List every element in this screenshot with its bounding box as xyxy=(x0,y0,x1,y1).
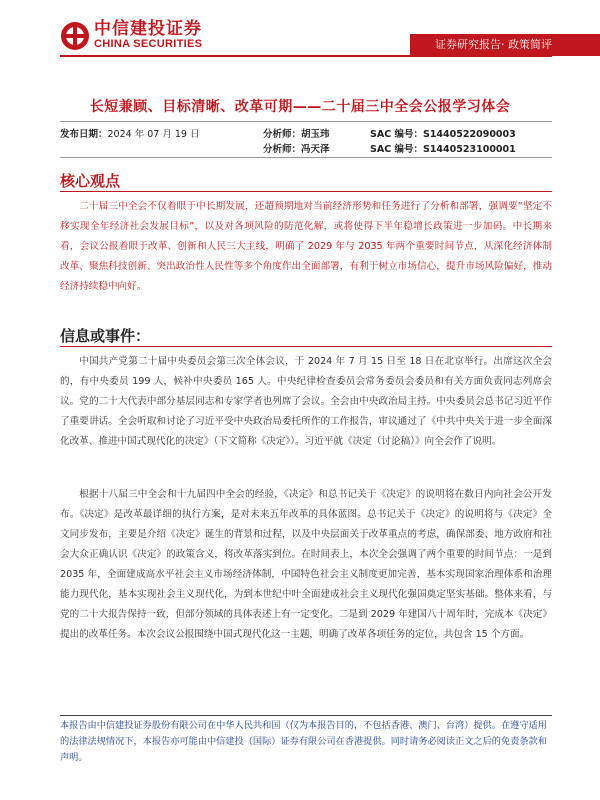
logo-chinese-name: 中信建投证券 xyxy=(94,19,202,39)
meta-divider-top xyxy=(60,121,552,122)
sac-label-1: SAC 编号： xyxy=(370,129,423,140)
page-header xyxy=(0,0,600,66)
events-divider xyxy=(60,346,552,347)
events-paragraph-2: 根据十八届三中全会和十九届四中全会的经验，《决定》和总书记关于《决定》的说明将在数日内向社会公开发布。《决定》是改革最详细的执行方案，是对未来五年改革的具体蓝图。总书记关于《决定》的说明将与《决定》全文同步发布，主要是介绍《决定》诞生的背景和过程，以及中央层面关于改革重点的考虑，确保部委、地方政府和社会大众正确认识《决定》的政策含义，将改革落实到位。在时间表上，本次全会强调了两个重要的时间节点：一是到 2035 年，全面建成高水平社会主义市场经济体制，中国特色社会主义制度更加完善，基本实现国家治理体系和治理能力现代化，基本实现社会主义现代化，为到本世纪中叶全面建成社会主义现代化强国奠定坚实基础。整体来看，与党的二十大报告保持一致，但部分领域的具体表述上有一定变化。二是到 2029 年建国八十周年时，完成本《决定》提出的改革任务。本次会议公报围绕中国式现代化这一主题，明确了改革各项任务的定位，共包含 15 个方面。 xyxy=(60,489,552,640)
events-heading: 信息或事件： xyxy=(60,327,151,345)
sac-label-2: SAC 编号： xyxy=(370,144,423,155)
analyst-label-1: 分析师： xyxy=(263,129,302,140)
logo-english-name: CHINA SECURITIES xyxy=(94,38,203,50)
core-views-paragraph: 二十届三中全会不仅着眼于中长期发展，还超预期地对当前经济形势和任务进行了分析和部署，强调要“坚定不移实现全年经济社会发展目标”，以及对各项风险的防范化解，或将使得下半年稳增长政策进一步加码。中长期来看，会议公报着眼于改革、创新和人民三大主线，明确了 2029 年与 2035 年两个重要时间节点，从深化经济体制改革、聚焦科技创新、突出政治性人民性等多个角度作出全面部署，有利于树立市场信心，提升市场风险偏好，推动经济持续稳中向好。 xyxy=(60,201,552,292)
meta-row-1 xyxy=(60,126,199,140)
sac-value-1: S1440522090003 xyxy=(422,129,516,140)
core-views-divider xyxy=(60,191,552,192)
meta-divider-bottom xyxy=(60,157,552,158)
analyst-name-2: 冯天泽 xyxy=(301,144,330,155)
logo-mark-icon xyxy=(60,21,90,51)
sac-1 xyxy=(370,126,516,140)
analyst-2 xyxy=(263,141,330,155)
header-divider xyxy=(60,55,552,57)
report-title: 长短兼顾、目标清晰、改革可期——二十届三中全会公报学习体会 xyxy=(89,99,511,115)
analyst-label-2: 分析师： xyxy=(263,144,302,155)
sac-value-2: S1440523100001 xyxy=(422,144,516,155)
events-paragraph-1: 中国共产党第二十届中央委员会第三次全体会议，于 2024 年 7 月 15 日至 18 日在北京举行。出席这次全会的，有中央委员 199 人，候补中央委员 165 人。中央纪律检查委员会常务委员会委员和有关方面负责同志列席会议。党的二十大代表中部分基层同志和专家学者也列席了会议。全会由中央政治局主持。中央委员会总书记习近平作了重要讲话。全会听取和讨论了习近平受中央政治局委托所作的工作报告，审议通过了《中共中央关于进一步全面深化改革、推进中国式现代化的决定》（下文简称《决定》）。习近平就《决定（讨论稿）》向全会作了说明。 xyxy=(60,356,552,447)
sac-2 xyxy=(370,141,516,155)
date-label: 发布日期： xyxy=(60,129,108,140)
date-value: 2024 年 07 月 19 日 xyxy=(107,129,200,140)
analyst-name-1: 胡玉玮 xyxy=(301,129,330,140)
report-type-tag: 证券研究报告· 政策简评 xyxy=(410,34,600,56)
analyst-1 xyxy=(263,126,330,140)
footer-disclaimer: 本报告由中信建投证券股份有限公司在中华人民共和国（仅为本报告目的，不包括香港、澳门、台湾）提供。在遵守适用的法律法规情况下，本报告亦可能由中信建投（国际）证券有限公司在香港提供。同时请务必阅读正文之后的免责条款和声明。 xyxy=(60,720,547,763)
core-views-heading: 核心观点 xyxy=(60,172,121,190)
footer-divider xyxy=(60,715,552,716)
company-logo xyxy=(60,20,202,51)
